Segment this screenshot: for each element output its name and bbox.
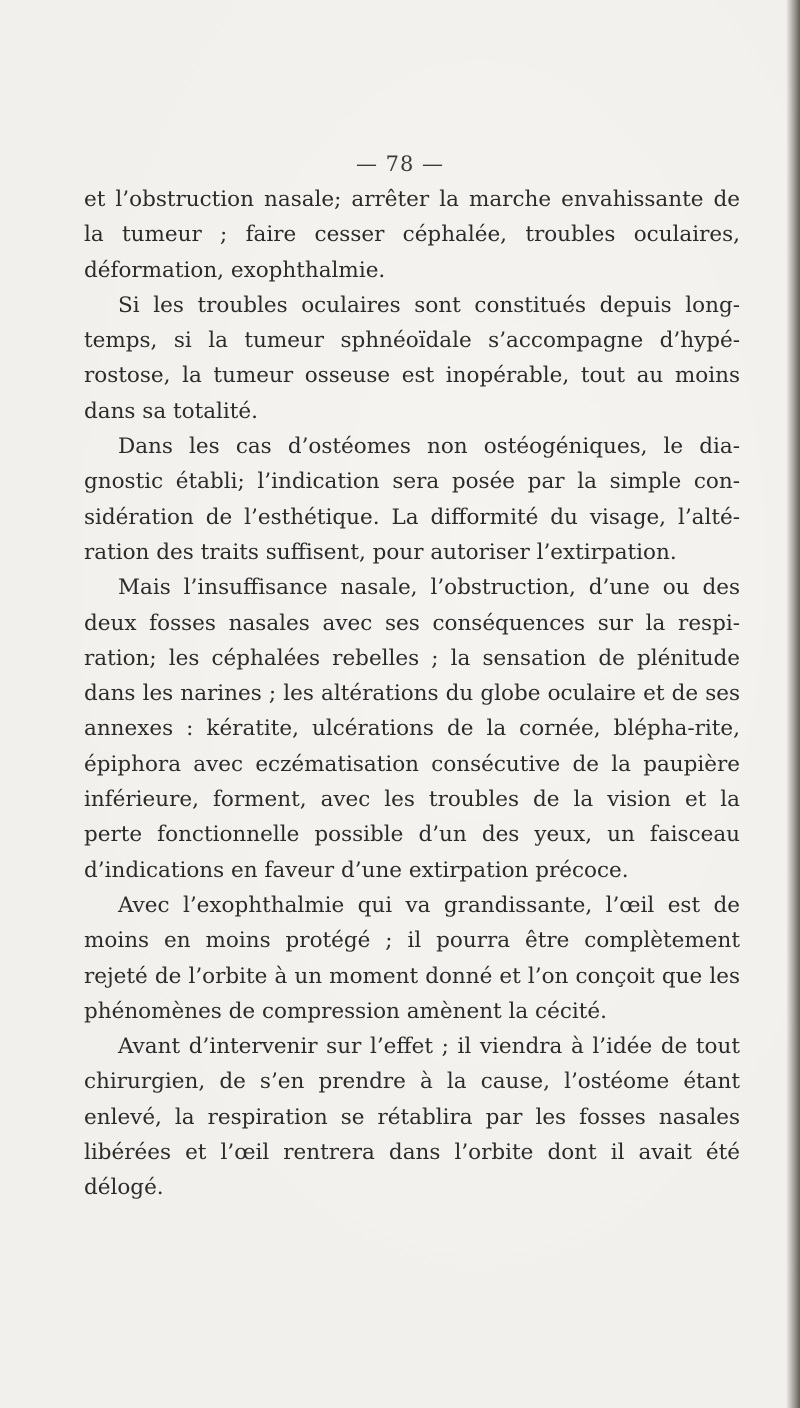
paragraph: Dans les cas d’ostéomes non ostéogéniques, le dia-gnostic établi; l’indication sera posée par la simple con-sidération de l’esthétique. La difformité du visage, l’alté-ration des traits suffisent, pour autoriser l’extirpation. bbox=[84, 434, 740, 565]
paragraph: Mais l’insuffisance nasale, l’obstruction, d’une ou des deux fosses nasales avec ses conséquences sur la respi-ration; les céphalées rebelles ; la sensation de plénitude dans les narines ; les altérations du globe oculaire et de ses annexes : kératite, ulcérations de la cornée, blépha-rite, épiphora avec eczématisation consécutive de la paupière inférieure, forment, avec les troubles de la vision et la perte fonctionnelle possible d’un des yeux, un faisceau d’indications en faveur d’une extirpation précoce. bbox=[84, 575, 740, 883]
body-text bbox=[84, 182, 740, 1206]
paragraph: Avant d’intervenir sur l’effet ; il viendra à l’idée de tout chirurgien, de s’en prendre à la cause, l’ostéome étant enlevé, la respiration se rétablira par les fosses nasales libérées et l’œil rentrera dans l’orbite dont il avait été délogé. bbox=[84, 1034, 740, 1201]
paragraph: Avec l’exophthalmie qui va grandissante, l’œil est de moins en moins protégé ; il pourra être complètement rejeté de l’orbite à un moment donné et l’on conçoit que les phénomènes de compression amènent la cécité. bbox=[84, 892, 740, 1024]
paragraph: et l’obstruction nasale; arrêter la marche envahissante de la tumeur ; faire cesser céphalée, troubles oculaires, déformation, exophthalmie. bbox=[84, 187, 740, 283]
page-number: — 78 — bbox=[355, 152, 445, 176]
paragraph: Si les troubles oculaires sont constitués depuis long-temps, si la tumeur sphnéoïdale s’accompagne d’hypé-rostose, la tumeur osseuse est inopérable, tout au moins dans sa totalité. bbox=[84, 292, 740, 424]
page-edge-shadow bbox=[786, 0, 800, 1408]
